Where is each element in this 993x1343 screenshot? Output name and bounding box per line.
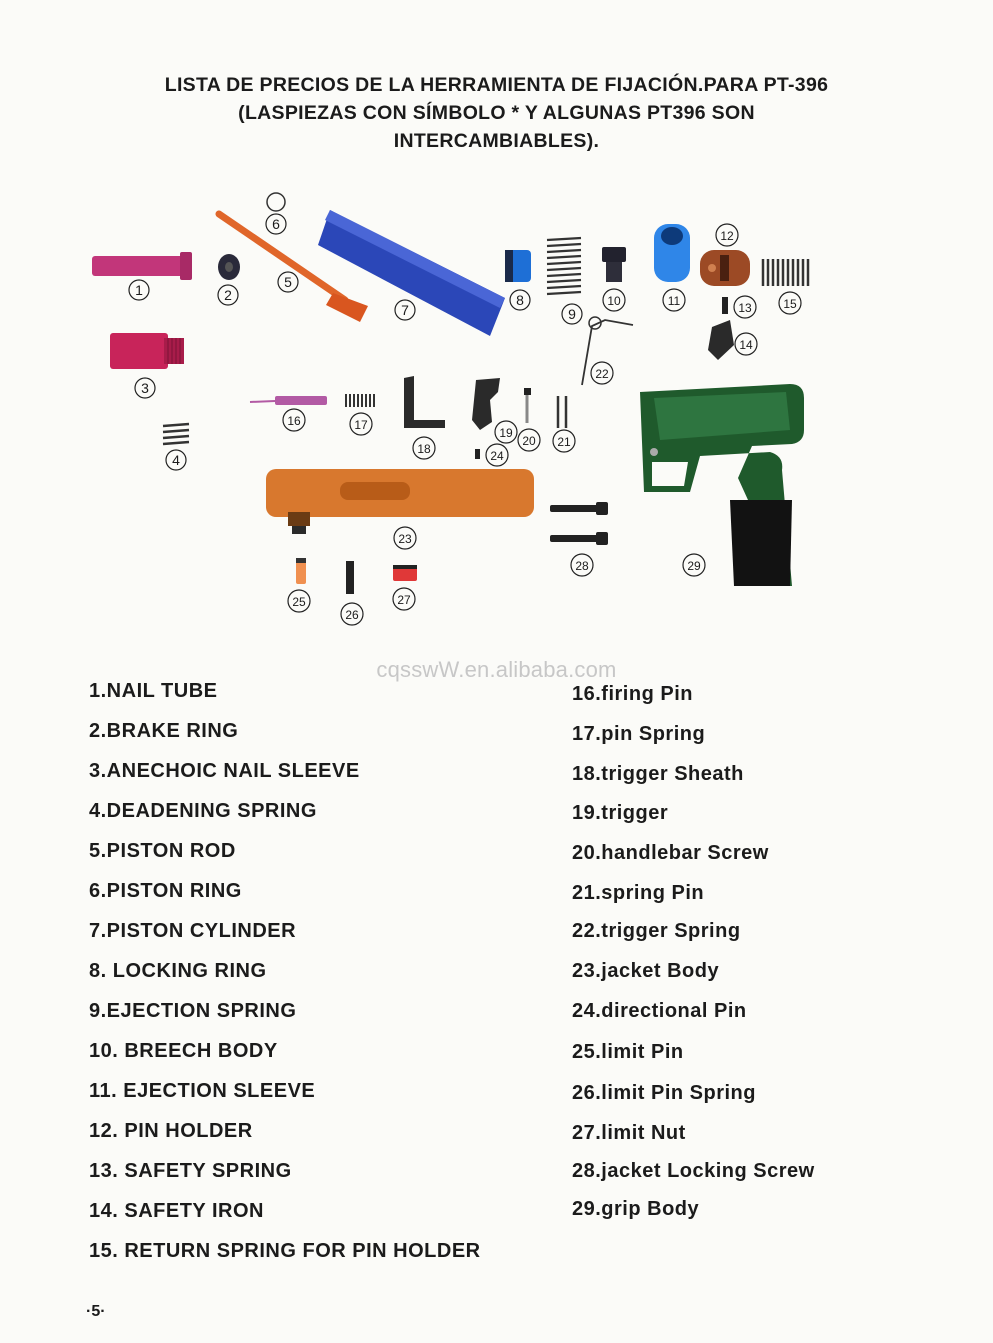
list-item: 15. RETURN SPRING FOR PIN HOLDER [89,1240,481,1262]
part-breech-body-image [602,247,626,282]
callout-19 [495,421,517,443]
list-item: 17.pin Spring [572,723,706,745]
list-item: 14. SAFETY IRON [89,1200,264,1222]
list-item: 20.handlebar Screw [572,842,769,864]
page-title-line-3: INTERCAMBIABLES). [393,130,600,152]
callout-15 [779,292,801,314]
svg-text:19: 19 [499,426,513,440]
part-trigger-image [472,378,500,430]
callout-22 [591,362,613,384]
svg-text:6: 6 [272,216,280,232]
callout-21 [553,430,575,452]
list-item: 4.DEADENING SPRING [89,800,317,822]
list-item: 12. PIN HOLDER [89,1120,253,1142]
svg-text:4: 4 [172,452,180,468]
watermark: cqsswW.en.alibaba.com [376,657,617,682]
callout-5 [278,272,298,292]
exploded-parts-diagram [0,0,993,640]
part-anechoic-nail-sleeve-image [110,333,184,369]
svg-text:20: 20 [522,434,536,448]
list-item: 11. EJECTION SLEEVE [89,1080,316,1102]
svg-text:17: 17 [354,418,368,432]
svg-text:9: 9 [568,306,576,322]
callout-4 [166,450,186,470]
callout-25 [288,590,310,612]
list-item: 18.trigger Sheath [572,763,744,785]
svg-text:29: 29 [687,559,701,573]
part-safety-spring-image [722,297,728,314]
part-safety-iron-image [708,320,734,360]
part-pin-holder-image [700,250,750,286]
svg-text:24: 24 [490,449,504,463]
part-nail-tube-image [92,252,192,280]
part-return-spring-image [763,259,808,286]
callout-23 [394,527,416,549]
svg-text:21: 21 [557,435,571,449]
callout-18 [413,437,435,459]
part-limit-pin-image [296,558,306,584]
part-locking-ring-image [505,250,531,282]
list-item: 23.jacket Body [572,960,720,982]
svg-text:1: 1 [135,282,143,298]
callout-24 [486,444,508,466]
callout-10 [603,289,625,311]
part-directional-pin-image [475,449,480,459]
list-item: 9.EJECTION SPRING [89,1000,297,1022]
list-item: 7.PISTON CYLINDER [89,920,297,942]
list-item: 22.trigger Spring [572,920,741,942]
list-item: 6.PISTON RING [89,880,242,902]
svg-text:22: 22 [595,367,609,381]
callout-17 [350,413,372,435]
callout-11 [663,289,685,311]
list-item: 27.limit Nut [572,1122,686,1144]
svg-text:5: 5 [284,274,292,290]
svg-text:7: 7 [401,302,409,318]
svg-text:13: 13 [738,301,752,315]
list-item: 8. LOCKING RING [89,960,267,982]
list-item: 26.limit Pin Spring [572,1082,756,1104]
callout-1 [129,280,149,300]
callout-26 [341,603,363,625]
callout-12 [716,224,738,246]
part-ejection-spring-image [547,238,581,294]
part-firing-pin-image [250,396,327,405]
svg-text:16: 16 [287,414,301,428]
svg-text:18: 18 [417,442,431,456]
callout-14 [735,333,757,355]
callout-7 [395,300,415,320]
list-item: 5.PISTON ROD [89,840,236,862]
callout-8 [510,290,530,310]
svg-text:8: 8 [516,292,524,308]
callout-9 [562,304,582,324]
svg-text:12: 12 [720,229,734,243]
list-item: 16.firing Pin [572,683,693,705]
svg-text:3: 3 [141,380,149,396]
list-item: 24.directional Pin [572,1000,747,1022]
list-item: 10. BREECH BODY [89,1040,278,1062]
list-item: 29.grip Body [572,1198,700,1220]
list-item: 2.BRAKE RING [89,720,239,742]
callout-2 [218,285,238,305]
svg-text:26: 26 [345,608,359,622]
part-jacket-locking-screw-image [550,502,608,545]
page-title-line-2: (LASPIEZAS CON SÍMBOLO * Y ALGUNAS PT396 SON [238,102,755,124]
page-title-line-1: LISTA DE PRECIOS DE LA HERRAMIENTA DE FIJACIÓN.PARA PT-396 [164,74,829,96]
part-ejection-sleeve-image [654,224,690,282]
list-item: 25.limit Pin [572,1041,684,1063]
svg-text:23: 23 [398,532,412,546]
part-brake-ring-image [218,254,240,280]
part-trigger-sheath-image [404,376,445,428]
list-item: 21.spring Pin [572,882,705,904]
list-item: 1.NAIL TUBE [89,680,218,702]
callout-3 [135,378,155,398]
callout-13 [734,296,756,318]
svg-text:27: 27 [397,593,411,607]
part-jacket-body-image [266,469,534,534]
callout-6 [266,214,286,234]
svg-text:15: 15 [783,297,797,311]
part-piston-ring-image [267,193,285,211]
part-pin-spring-image [346,394,374,407]
part-limit-pin-spring-image [346,561,354,594]
part-spring-pin-image [558,396,566,428]
part-deadening-spring-image [163,424,189,444]
svg-text:14: 14 [739,338,753,352]
svg-text:11: 11 [667,294,681,308]
callout-20 [518,429,540,451]
svg-text:2: 2 [224,287,232,303]
list-item: 28.jacket Locking Screw [572,1160,815,1182]
svg-text:10: 10 [607,294,621,308]
callout-27 [393,588,415,610]
list-item: 3.ANECHOIC NAIL SLEEVE [89,760,360,782]
part-handlebar-screw-image [524,388,531,423]
part-grip-body-image [640,384,804,586]
svg-text:25: 25 [292,595,306,609]
list-item: 19.trigger [572,802,669,824]
list-item: 13. SAFETY SPRING [89,1160,292,1182]
callout-28 [571,554,593,576]
callout-16 [283,409,305,431]
page-number: ·5· [86,1303,106,1320]
callout-29 [683,554,705,576]
part-limit-nut-image [393,565,417,581]
svg-text:28: 28 [575,559,589,573]
